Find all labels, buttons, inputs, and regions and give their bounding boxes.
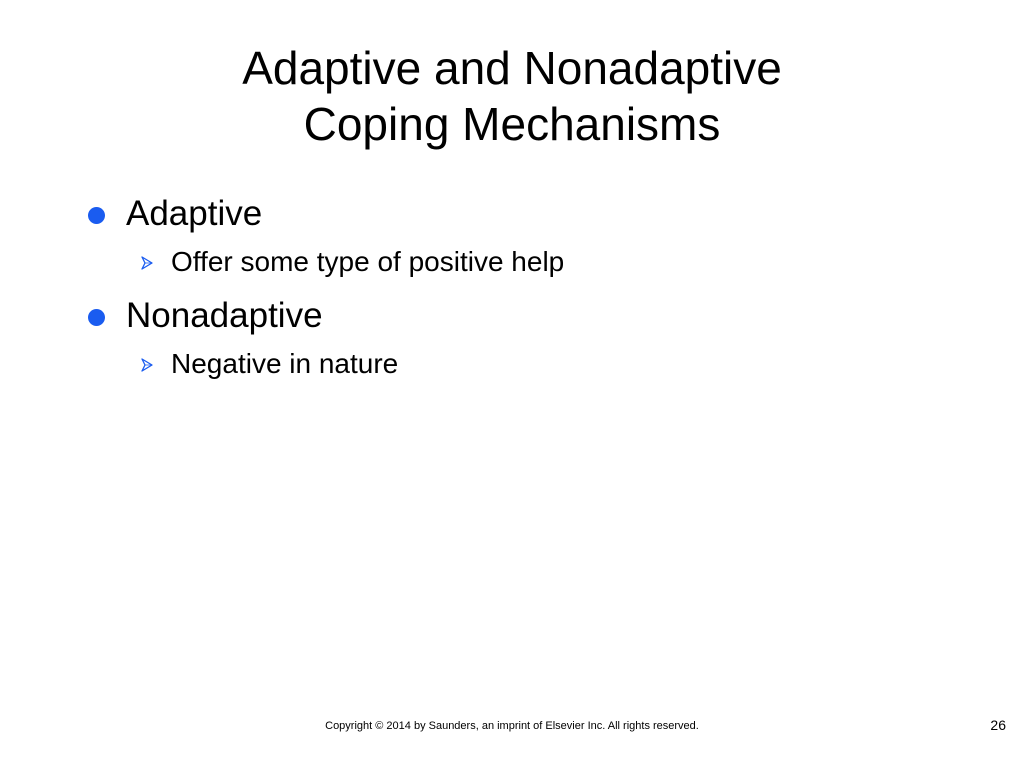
sub-bullet-list: [126, 346, 968, 382]
sub-bullet-item: [126, 346, 968, 382]
bullet-list: [88, 192, 968, 382]
bullet-label: Adaptive: [126, 194, 263, 233]
bullet-item-nonadaptive: [88, 294, 968, 382]
bullet-label: Nonadaptive: [126, 296, 323, 335]
bullet-dot-icon: [88, 207, 105, 224]
title-line-1: Adaptive and Nonadaptive: [242, 42, 782, 94]
title-line-2: Coping Mechanisms: [303, 98, 721, 150]
copyright-footer: Copyright © 2014 by Saunders, an imprint of Elsevier Inc. All rights reserved.: [325, 720, 699, 732]
bullet-item-adaptive: [88, 192, 968, 280]
sub-bullet-label: Offer some type of positive help: [171, 246, 565, 277]
sub-bullet-label: Negative in nature: [171, 348, 399, 379]
sub-bullet-list: [126, 244, 968, 280]
sub-bullet-item: [126, 244, 968, 280]
page-number: 26: [990, 717, 1006, 733]
arrow-bullet-icon: [140, 358, 154, 372]
bullet-dot-icon: [88, 309, 105, 326]
slide-title: [0, 40, 1024, 152]
arrow-bullet-icon: [140, 256, 154, 270]
